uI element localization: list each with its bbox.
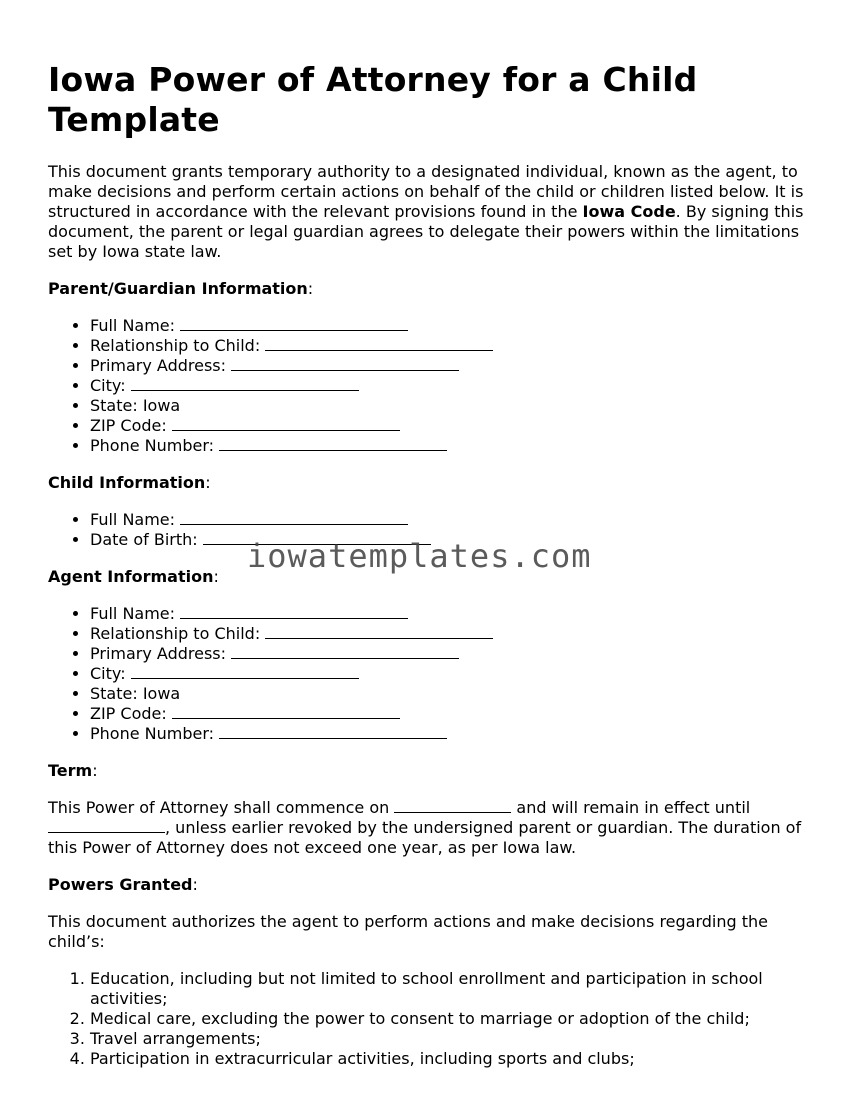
intro-text-2: . By signing this document, the parent or legal guardian agrees to delegate their powers within the limitations set by Iowa state law.	[48, 202, 804, 261]
intro-text-1: This document grants temporary authority to a designated individual, known as the agent, to make decisions and perform certain actions on behalf of the child or children listed below. It is structured in accordance with the relevant provisions found in the	[48, 162, 804, 221]
powers-intro: This document authorizes the agent to perform actions and make decisions regarding the child’s:	[48, 912, 769, 951]
child-full-name-field[interactable]	[180, 510, 408, 525]
list-item: 1. Education, including but not limited to school enrollment and participation in school activities;	[90, 969, 823, 1009]
field-label: Full Name:	[90, 316, 176, 335]
list-item	[90, 724, 823, 744]
list-item	[90, 416, 823, 436]
list-item	[90, 624, 823, 644]
list-item	[90, 704, 823, 724]
agent-address-field[interactable]	[231, 644, 459, 659]
list-item: 2. Medical care, excluding the power to consent to marriage or adoption of the child;	[90, 1009, 823, 1029]
field-label: Phone Number:	[90, 724, 215, 743]
watermark: iowatemplates.com	[247, 537, 592, 575]
parent-heading: Parent/Guardian Information:	[48, 279, 314, 298]
field-label: Phone Number:	[90, 436, 215, 455]
intro-paragraph	[48, 162, 823, 262]
powers-list	[48, 969, 823, 1069]
intro-bold: Iowa Code	[582, 202, 676, 221]
agent-heading: Agent Information:	[48, 567, 219, 586]
field-label: Primary Address:	[90, 356, 227, 375]
list-item	[90, 336, 823, 356]
agent-heading-label: Agent Information	[48, 567, 214, 586]
term-heading: Term:	[48, 761, 98, 780]
list-item: 4. Participation in extracurricular activities, including sports and clubs;	[90, 1049, 823, 1069]
field-label: Full Name:	[90, 604, 176, 623]
parent-phone-field[interactable]	[219, 436, 447, 451]
parent-fields-list	[48, 316, 823, 456]
list-item	[90, 316, 823, 336]
parent-heading-label: Parent/Guardian Information	[48, 279, 308, 298]
list-item	[90, 356, 823, 376]
parent-full-name-field[interactable]	[180, 316, 408, 331]
term-heading-label: Term	[48, 761, 93, 780]
term-text-2: and will remain in effect until	[511, 798, 751, 817]
list-item	[90, 376, 823, 396]
field-label: Date of Birth:	[90, 530, 198, 549]
field-label: Relationship to Child:	[90, 336, 261, 355]
parent-city-field[interactable]	[131, 376, 359, 391]
page-title: Iowa Power of Attorney for a Child Template	[48, 60, 698, 139]
field-label: Full Name:	[90, 510, 176, 529]
field-label: State: Iowa	[90, 396, 181, 415]
powers-heading: Powers Granted:	[48, 875, 198, 894]
parent-address-field[interactable]	[231, 356, 459, 371]
agent-zip-field[interactable]	[172, 704, 400, 719]
list-item: 3. Travel arrangements;	[90, 1029, 823, 1049]
list-item	[90, 644, 823, 664]
field-label: ZIP Code:	[90, 704, 167, 723]
list-item	[90, 436, 823, 456]
term-paragraph	[48, 798, 823, 858]
child-heading-label: Child Information	[48, 473, 206, 492]
powers-heading-label: Powers Granted	[48, 875, 193, 894]
field-label: City:	[90, 376, 126, 395]
list-item	[90, 510, 823, 530]
list-item	[90, 664, 823, 684]
list-item	[90, 684, 823, 704]
agent-phone-field[interactable]	[219, 724, 447, 739]
field-label: City:	[90, 664, 126, 683]
field-label: Relationship to Child:	[90, 624, 261, 643]
parent-relationship-field[interactable]	[265, 336, 493, 351]
parent-zip-field[interactable]	[172, 416, 400, 431]
term-start-date-field[interactable]	[394, 798, 511, 813]
list-item	[90, 396, 823, 416]
agent-city-field[interactable]	[131, 664, 359, 679]
list-item	[90, 604, 823, 624]
agent-relationship-field[interactable]	[265, 624, 493, 639]
field-label: Primary Address:	[90, 644, 227, 663]
field-label: ZIP Code:	[90, 416, 167, 435]
term-end-date-field[interactable]	[48, 818, 165, 833]
agent-full-name-field[interactable]	[180, 604, 408, 619]
term-text-1: This Power of Attorney shall commence on	[48, 798, 395, 817]
field-label: State: Iowa	[90, 684, 181, 703]
agent-fields-list	[48, 604, 823, 744]
term-text-3: , unless earlier revoked by the undersigned parent or guardian. The duration of this Power of Attorney does not exceed one year, as per Iowa law.	[48, 818, 802, 857]
child-heading: Child Information:	[48, 473, 211, 492]
